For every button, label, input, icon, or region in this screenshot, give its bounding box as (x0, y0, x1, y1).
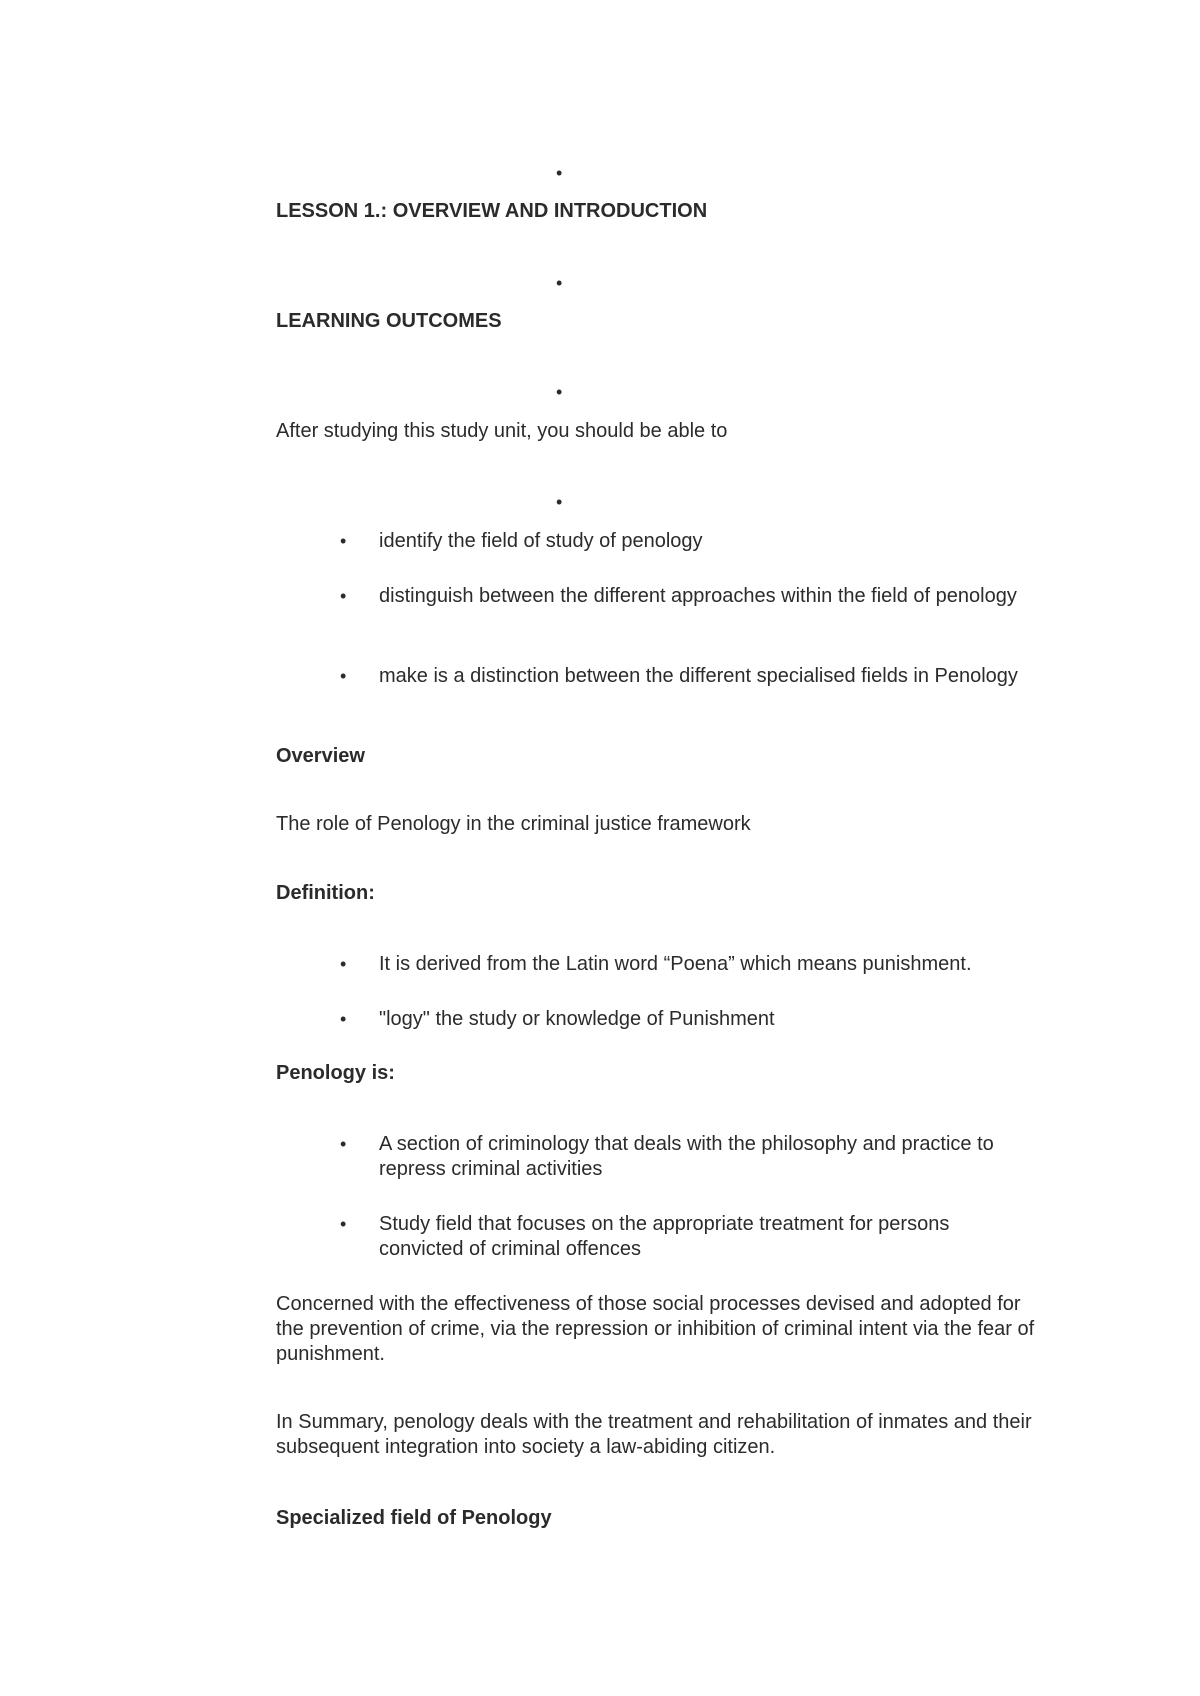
definition-text: "logy" the study or knowledge of Punishment (379, 1008, 775, 1030)
definition-heading: Definition: (276, 882, 375, 904)
penology-is-heading: Penology is: (276, 1062, 395, 1084)
outcome-text: identify the field of study of penology (379, 530, 703, 552)
outcome-text: make is a distinction between the different specialised fields in Penology (379, 665, 1018, 687)
specialized-field-heading: Specialized field of Penology (276, 1507, 552, 1529)
penology-is-text: A section of criminology that deals with the philosophy and practice to repress criminal activities (379, 1133, 994, 1180)
bullet-icon: • (340, 531, 347, 551)
overview-heading: Overview (276, 745, 365, 767)
bullet-icon: • (340, 1134, 347, 1154)
center-bullet: • (556, 492, 563, 512)
lesson-title: LESSON 1.: OVERVIEW AND INTRODUCTION (276, 200, 708, 222)
bullet-icon: • (340, 586, 347, 606)
intro-sentence: After studying this study unit, you should be able to (276, 420, 728, 442)
bullet-icon: • (340, 1009, 347, 1029)
center-bullet: • (556, 382, 563, 402)
bullet-icon: • (340, 954, 347, 974)
learning-outcomes-heading: LEARNING OUTCOMES (276, 310, 502, 332)
center-bullet: • (556, 273, 563, 293)
bullet-icon: • (340, 1214, 347, 1234)
concerned-paragraph: Concerned with the effectiveness of those social processes devised and adopted for the prevention of crime, via the repression or inhibition of criminal intent via the fear of punishment. (276, 1293, 1035, 1365)
definition-text: It is derived from the Latin word “Poena” which means punishment. (379, 953, 972, 975)
center-bullet: • (556, 163, 563, 183)
bullet-icon: • (340, 666, 347, 686)
overview-text: The role of Penology in the criminal justice framework (276, 813, 751, 835)
penology-is-text: Study field that focuses on the appropriate treatment for persons convicted of criminal offences (379, 1213, 950, 1260)
summary-paragraph: In Summary, penology deals with the treatment and rehabilitation of inmates and their subsequent integration into society a law-abiding citizen. (276, 1411, 1032, 1458)
outcome-text: distinguish between the different approaches within the field of penology (379, 585, 1017, 607)
